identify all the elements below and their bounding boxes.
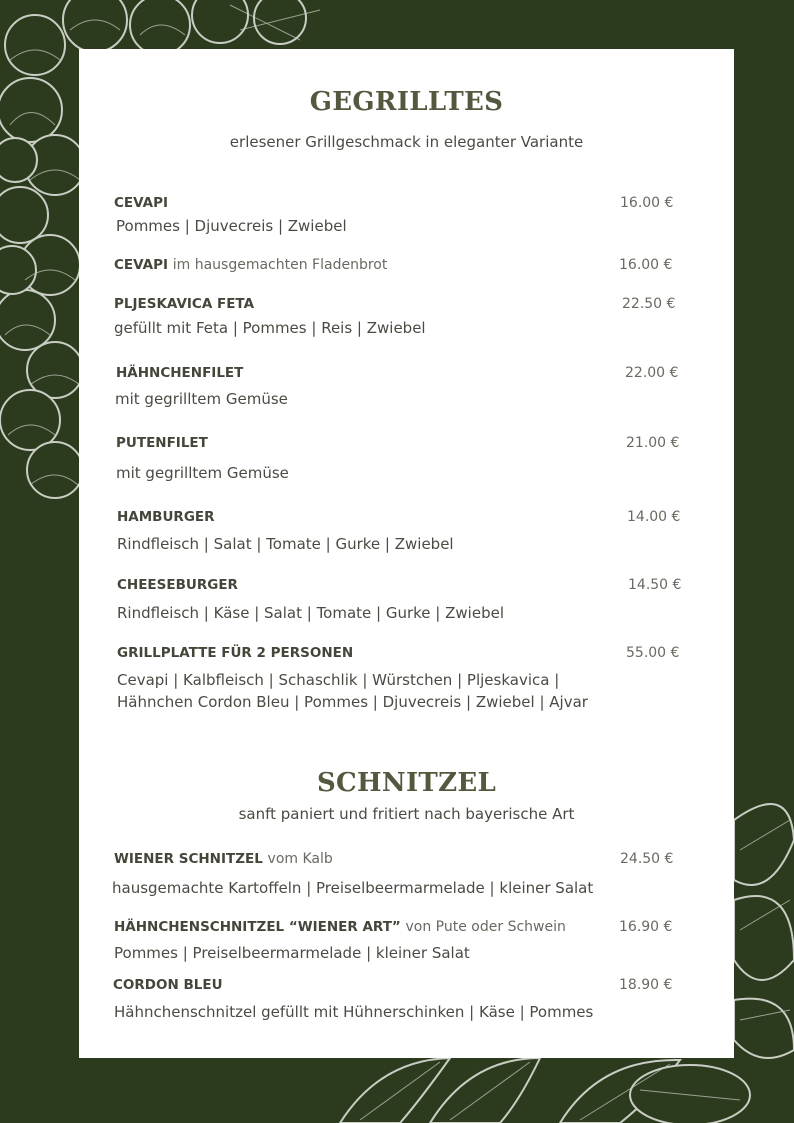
menu-item-description: Hähnchenschnitzel gefüllt mit Hühnerschinken | Käse | Pommes	[114, 1003, 594, 1021]
menu-item-description: Rindfleisch | Salat | Tomate | Gurke | Zwiebel	[117, 535, 454, 553]
menu-item-name: HÄHNCHENFILET	[116, 365, 244, 381]
menu-item-description: Cevapi | Kalbfleisch | Schaschlik | Würstchen | Pljeskavica |	[117, 671, 560, 689]
menu-item-description: gefüllt mit Feta | Pommes | Reis | Zwiebel	[114, 319, 426, 337]
menu-item-note: vom Kalb	[267, 851, 333, 867]
menu-item-price: 55.00 €	[626, 645, 680, 661]
menu-item-price: 14.00 €	[627, 509, 681, 525]
menu-item-description: mit gegrilltem Gemüse	[116, 464, 289, 482]
menu-item-note: im hausgemachten Fladenbrot	[172, 257, 388, 273]
menu-item-price: 22.50 €	[622, 296, 676, 312]
section-subtitle-schnitzel: sanft paniert und fritiert nach bayerische Art	[238, 805, 575, 823]
menu-item-name-text: WIENER SCHNITZEL	[114, 851, 263, 867]
menu-item-name: PUTENFILET	[116, 435, 208, 451]
menu-item-name	[114, 851, 333, 867]
menu-item-name: CEVAPI	[114, 195, 169, 211]
menu-item-description: hausgemachte Kartoffeln | Preiselbeermarmelade | kleiner Salat	[112, 879, 594, 897]
menu-item-name: HAMBURGER	[117, 509, 215, 525]
menu-item-name: CORDON BLEU	[113, 977, 223, 993]
menu-item-note: von Pute oder Schwein	[405, 919, 566, 935]
menu-item-description-line2: Hähnchen Cordon Bleu | Pommes | Djuvecreis | Zwiebel | Ajvar	[117, 693, 588, 711]
menu-item-description: mit gegrilltem Gemüse	[115, 390, 288, 408]
menu-item-name: CHEESEBURGER	[117, 577, 238, 593]
menu-item-name	[114, 919, 566, 935]
menu-item-description: Rindfleisch | Käse | Salat | Tomate | Gurke | Zwiebel	[117, 604, 504, 622]
menu-item-name: GRILLPLATTE FÜR 2 PERSONEN	[117, 645, 354, 661]
menu-item-price: 18.90 €	[619, 977, 673, 993]
menu-item-price: 14.50 €	[628, 577, 682, 593]
menu-item-price: 22.00 €	[625, 365, 679, 381]
menu-item-name: PLJESKAVICA FETA	[114, 296, 255, 312]
menu-item-name-text: HÄHNCHENSCHNITZEL “WIENER ART”	[114, 919, 401, 935]
menu-item-description: Pommes | Djuvecreis | Zwiebel	[116, 217, 347, 235]
section-subtitle-gegrilltes: erlesener Grillgeschmack in eleganter Variante	[229, 133, 584, 151]
section-title-gegrilltes: GEGRILLTES	[309, 87, 504, 117]
menu-card	[79, 49, 734, 1058]
menu-item-price: 16.00 €	[619, 257, 673, 273]
menu-item-price: 16.90 €	[619, 919, 673, 935]
section-title-schnitzel: SCHNITZEL	[316, 768, 497, 798]
menu-item-price: 21.00 €	[626, 435, 680, 451]
menu-item-description: Pommes | Preiselbeermarmelade | kleiner Salat	[114, 944, 470, 962]
menu-item-price: 16.00 €	[620, 195, 674, 211]
menu-item-name-text: CEVAPI	[114, 257, 169, 273]
menu-item-name	[114, 257, 387, 273]
menu-item-price: 24.50 €	[620, 851, 674, 867]
